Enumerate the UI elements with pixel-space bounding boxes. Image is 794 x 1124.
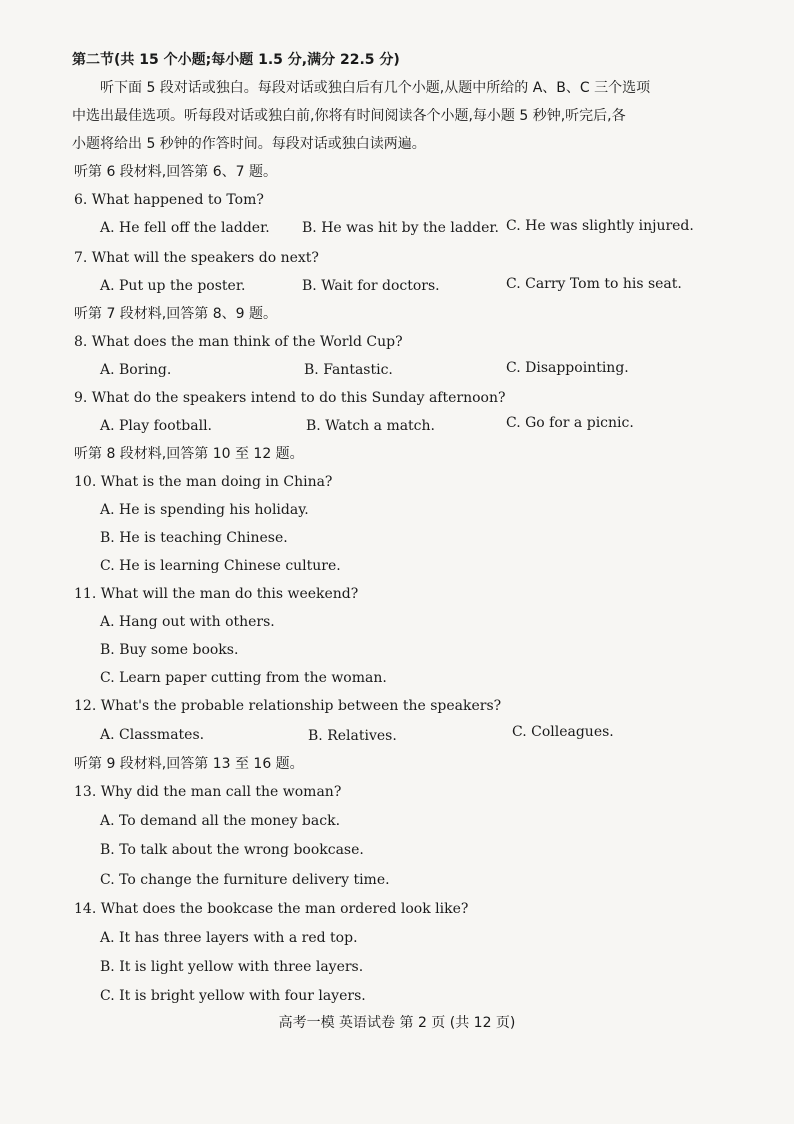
question-7-option-c: C. Carry Tom to his seat.: [506, 276, 682, 292]
material-9-heading: 听第 9 段材料,回答第 13 至 16 题。: [74, 756, 304, 772]
question-6-option-b: B. He was hit by the ladder.: [302, 220, 500, 236]
question-13-option-b: B. To talk about the wrong bookcase.: [100, 842, 364, 858]
question-10-stem: 10. What is the man doing in China?: [74, 474, 333, 490]
question-9-option-c: C. Go for a picnic.: [506, 415, 634, 431]
question-12-option-b: B. Relatives.: [308, 728, 397, 744]
question-10-option-a: A. He is spending his holiday.: [100, 502, 309, 518]
question-14-stem: 14. What does the bookcase the man ordered look like?: [74, 901, 469, 917]
question-7-stem: 7. What will the speakers do next?: [74, 250, 319, 266]
question-7-option-b: B. Wait for doctors.: [302, 278, 440, 294]
section-title: 第二节(共 15 个小题;每小题 1.5 分,满分 22.5 分): [72, 52, 400, 68]
question-12-stem: 12. What's the probable relationship between the speakers?: [74, 698, 502, 714]
question-9-stem: 9. What do the speakers intend to do this Sunday afternoon?: [74, 390, 506, 406]
question-10-option-b: B. He is teaching Chinese.: [100, 530, 288, 546]
material-7-heading: 听第 7 段材料,回答第 8、9 题。: [74, 306, 277, 322]
question-10-option-c: C. He is learning Chinese culture.: [100, 558, 341, 574]
question-14-option-c: C. It is bright yellow with four layers.: [100, 988, 366, 1004]
section-instructions-line-3: 小题将给出 5 秒钟的作答时间。每段对话或独白读两遍。: [72, 136, 426, 152]
question-14-option-a: A. It has three layers with a red top.: [100, 930, 358, 946]
section-instructions-line-1: 听下面 5 段对话或独白。每段对话或独白后有几个小题,从题中所给的 A、B、C 三个选项: [100, 80, 651, 96]
question-12-option-a: A. Classmates.: [100, 727, 205, 743]
question-13-stem: 13. Why did the man call the woman?: [74, 784, 342, 800]
question-12-option-c: C. Colleagues.: [512, 724, 614, 740]
question-11-option-c: C. Learn paper cutting from the woman.: [100, 670, 387, 686]
question-6-stem: 6. What happened to Tom?: [74, 192, 264, 208]
question-8-option-c: C. Disappointing.: [506, 360, 629, 376]
material-6-heading: 听第 6 段材料,回答第 6、7 题。: [74, 164, 277, 180]
question-11-option-b: B. Buy some books.: [100, 642, 239, 658]
question-6-option-a: A. He fell off the ladder.: [100, 220, 270, 236]
material-8-heading: 听第 8 段材料,回答第 10 至 12 题。: [74, 446, 304, 462]
question-13-option-c: C. To change the furniture delivery time.: [100, 872, 390, 888]
question-8-stem: 8. What does the man think of the World Cup?: [74, 334, 403, 350]
page-footer: 高考一模 英语试卷 第 2 页 (共 12 页): [278, 1015, 516, 1031]
question-7-option-a: A. Put up the poster.: [100, 278, 246, 294]
question-8-option-a: A. Boring.: [100, 362, 172, 378]
question-9-option-a: A. Play football.: [100, 418, 212, 434]
question-11-option-a: A. Hang out with others.: [100, 614, 275, 630]
question-13-option-a: A. To demand all the money back.: [100, 813, 341, 829]
question-14-option-b: B. It is light yellow with three layers.: [100, 959, 364, 975]
question-11-stem: 11. What will the man do this weekend?: [74, 586, 359, 602]
question-9-option-b: B. Watch a match.: [306, 418, 435, 434]
question-6-option-c: C. He was slightly injured.: [506, 218, 694, 234]
question-8-option-b: B. Fantastic.: [304, 362, 393, 378]
section-instructions-line-2: 中选出最佳选项。听每段对话或独白前,你将有时间阅读各个小题,每小题 5 秒钟,听完后,各: [72, 108, 626, 124]
